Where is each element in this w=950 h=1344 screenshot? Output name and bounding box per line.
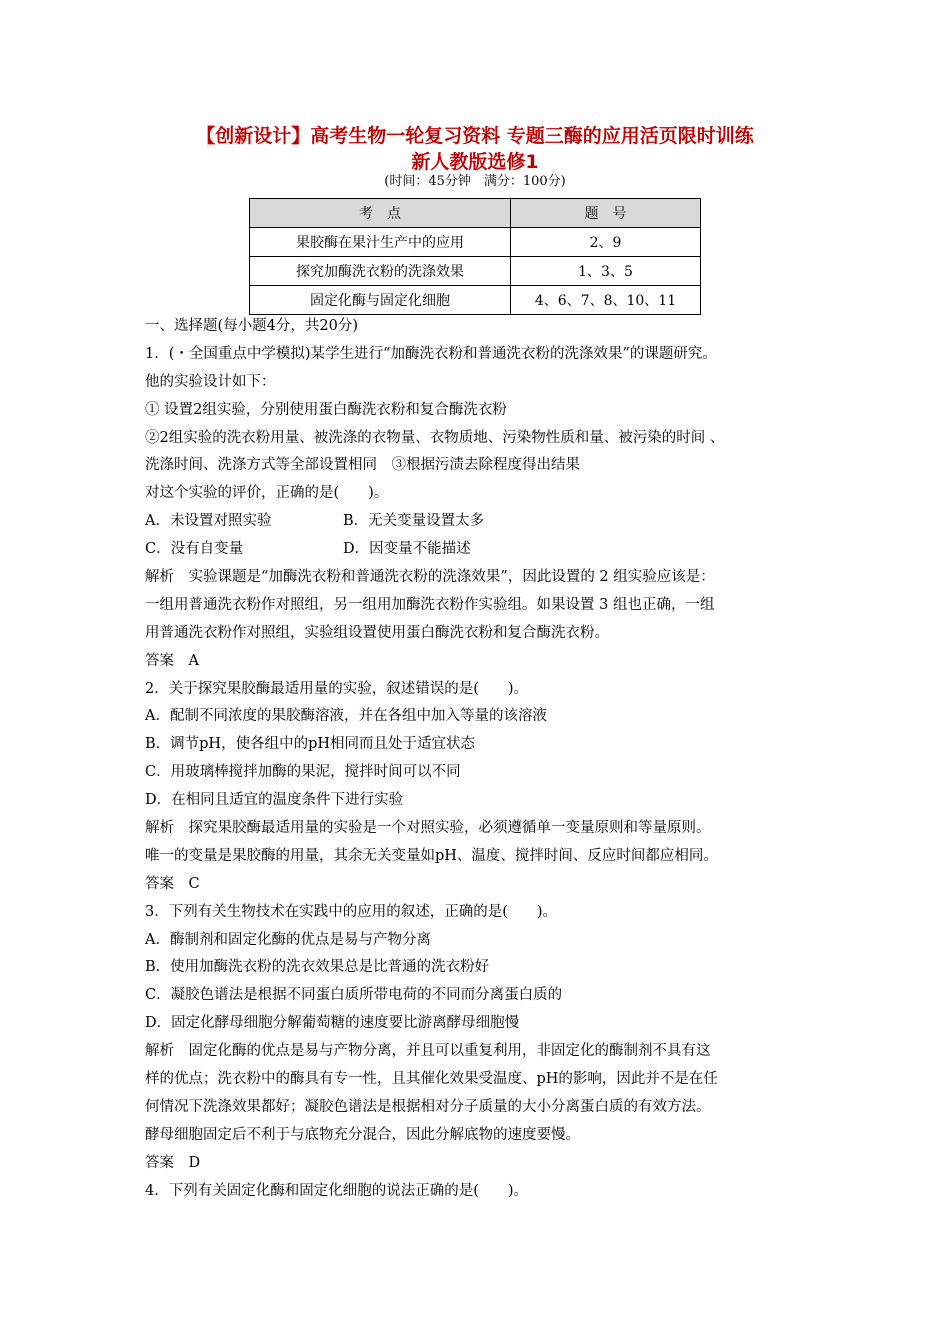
table-row	[250, 228, 701, 257]
q2-option-d: D．在相同且适宜的温度条件下进行实验	[145, 792, 404, 809]
title-line-1: 【创新设计】高考生物一轮复习资料 专题三酶的应用活页限时训练	[196, 125, 754, 147]
q1-option-c: C．没有自变量	[145, 541, 244, 558]
q1-ask: 对这个实验的评价，正确的是( )。	[145, 485, 389, 502]
table-cell: 探究加酶洗衣粉的洗涤效果	[250, 257, 511, 286]
q2-option-a: A．配制不同浓度的果胶酶溶液，并在各组中加入等量的该溶液	[145, 708, 547, 725]
topic-table	[249, 198, 701, 315]
subtitle: (时间：45分钟 满分：100分)	[384, 174, 566, 189]
q1-option-b: B．无关变量设置太多	[343, 513, 485, 530]
q1-item-2-cont: 洗涤时间、洗涤方式等全部设置相同 ③根据污渍去除程度得出结果	[145, 457, 580, 474]
q2-stem: 2．关于探究果胶酶最适用量的实验，叙述错误的是( )。	[145, 680, 529, 697]
q4-stem: 4．下列有关固定化酶和固定化细胞的说法正确的是( )。	[145, 1182, 529, 1199]
q1-stem-cont: 他的实验设计如下：	[145, 373, 276, 390]
q2-option-c: C．用玻璃棒搅拌加酶的果泥，搅拌时间可以不同	[145, 764, 461, 781]
table-cell: 果胶酶在果汁生产中的应用	[250, 228, 511, 257]
q1-option-a: A．未设置对照实验	[145, 513, 272, 530]
table-cell: 固定化酶与固定化细胞	[250, 286, 511, 315]
q1-option-d: D．因变量不能描述	[343, 541, 471, 558]
q1-item-2: ②2组实验的洗衣粉用量、被洗涤的衣物量、衣物质地、污染物性质和量、被污染的时间 、	[145, 429, 725, 446]
q3-option-d: D．固定化酵母细胞分解葡萄糖的速度要比游离酵母细胞慢	[145, 1015, 520, 1032]
title-line-2: 新人教版选修1	[411, 151, 539, 173]
q3-option-b: B．使用加酶洗衣粉的洗衣效果总是比普通的洗衣粉好	[145, 959, 490, 976]
q2-option-b: B．调节pH，使各组中的pH相同而且处于适宜状态	[145, 736, 476, 753]
q1-options-ab	[145, 508, 815, 536]
q2-explanation: 解析 探究果胶酶最适用量的实验是一个对照实验，必须遵循单一变量原则和等量原则。	[145, 820, 711, 837]
question-body	[145, 313, 815, 1206]
q3-answer: 答案 D	[145, 1154, 201, 1171]
q1-answer: 答案 A	[145, 652, 199, 669]
q3-explanation-cont: 酵母细胞固定后不利于与底物充分混合，因此分解底物的速度要慢。	[145, 1126, 580, 1143]
table-row	[250, 257, 701, 286]
table-header-cell: 题 号	[511, 199, 701, 228]
q3-explanation-cont: 何情况下洗涤效果都好；凝胶色谱法是根据相对分子质量的大小分离蛋白质的有效方法。	[145, 1098, 711, 1115]
section-heading: 一、选择题(每小题4分，共20分)	[145, 318, 358, 334]
q1-explanation-cont: 用普通洗衣粉作对照组，实验组设置使用蛋白酶洗衣粉和复合酶洗衣粉。	[145, 624, 609, 641]
q1-stem: 1．(・全国重点中学模拟)某学生进行“加酶洗衣粉和普通洗衣粉的洗涤效果”的课题研究。	[145, 345, 717, 362]
q3-explanation: 解析 固定化酶的优点是易与产物分离，并且可以重复利用，非固定化的酶制剂不具有这	[145, 1043, 711, 1060]
table-cell: 2、9	[511, 228, 701, 257]
q2-answer: 答案 C	[145, 875, 200, 892]
table-row	[250, 286, 701, 315]
q3-option-a: A．酶制剂和固定化酶的优点是易与产物分离	[145, 931, 431, 948]
q1-options-cd	[145, 536, 815, 564]
table-cell: 4、6、7、8、10、11	[511, 286, 701, 315]
table-header-row	[250, 199, 701, 228]
q2-explanation-cont: 唯一的变量是果胶酶的用量，其余无关变量如pH、温度、搅拌时间、反应时间都应相同。	[145, 847, 718, 864]
q3-explanation-cont: 样的优点；洗衣粉中的酶具有专一性，且其催化效果受温度、pH的影响，因此并不是在任	[145, 1071, 718, 1088]
q1-explanation-cont: 一组用普通洗衣粉作对照组，另一组用加酶洗衣粉作实验组。如果设置 3 组也正确，一组	[145, 596, 715, 613]
q3-option-c: C．凝胶色谱法是根据不同蛋白质所带电荷的不同而分离蛋白质的	[145, 987, 563, 1004]
table-cell: 1、3、5	[511, 257, 701, 286]
q1-item-1: ① 设置2组实验，分别使用蛋白酶洗衣粉和复合酶洗衣粉	[145, 401, 507, 418]
q3-stem: 3．下列有关生物技术在实践中的应用的叙述，正确的是( )。	[145, 903, 558, 920]
q1-explanation: 解析 实验课题是“加酶洗衣粉和普通洗衣粉的洗涤效果”，因此设置的 2 组实验应该是：	[145, 569, 715, 586]
table-header-cell: 考 点	[250, 199, 511, 228]
